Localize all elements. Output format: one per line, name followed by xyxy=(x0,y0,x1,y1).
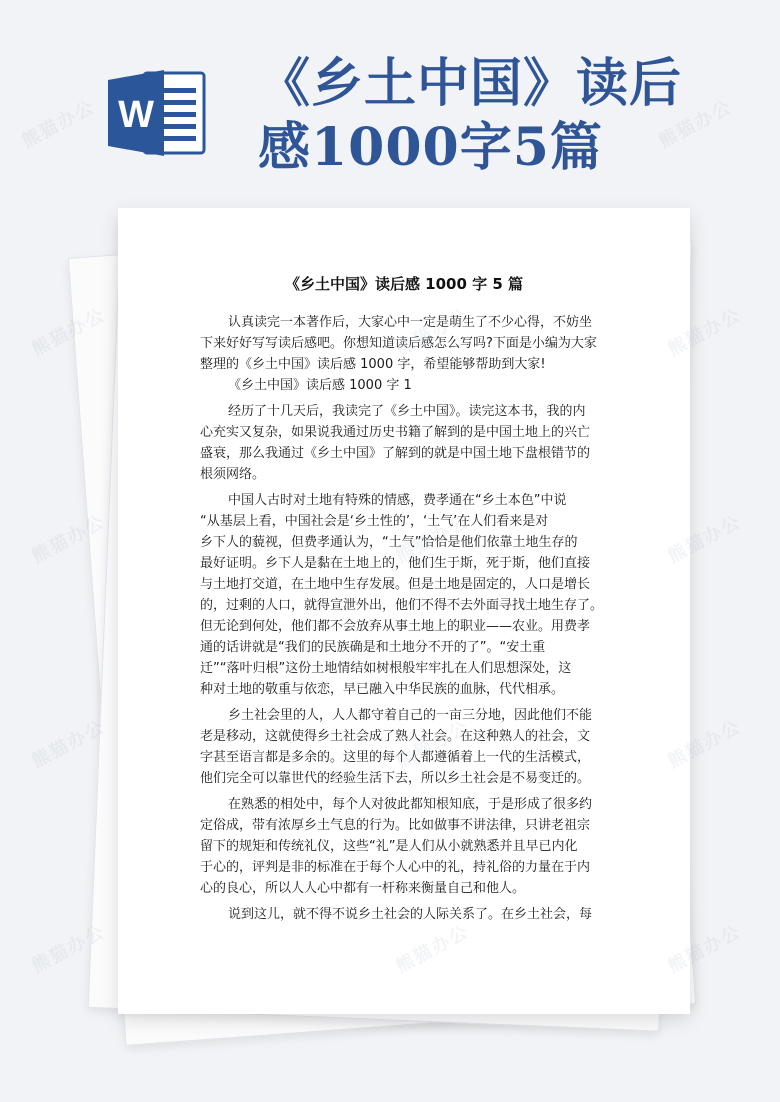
document-line: 整理的《乡土中国》读后感 1000 字，希望能够帮助到大家! xyxy=(200,357,546,372)
word-document-icon xyxy=(108,70,208,156)
watermark-text: 熊猫办公 xyxy=(664,921,745,978)
banner-title-line-1: 《乡土中国》读后 xyxy=(258,53,683,114)
document-line: 定俗成，带有浓厚乡土气息的行为。比如做事不讲法律，只讲老祖宗 xyxy=(200,818,591,833)
document-line: 乡下人的藐视，但费孝通认为，“土气”恰恰是他们依靠土地生存的 xyxy=(200,535,578,550)
document-line: “从基层上看，中国社会是‘乡土性的’，‘土气’在人们看来是对 xyxy=(200,514,549,529)
document-line: 下来好好写写读后感吧。你想知道读后感怎么写吗?下面是小编为大家 xyxy=(200,336,597,351)
banner-title-line-2: 感1000字5篇 xyxy=(258,117,603,178)
watermark-text: 熊猫办公 xyxy=(664,716,745,773)
watermark-text: 熊猫办公 xyxy=(28,716,109,773)
document-body xyxy=(200,312,606,925)
watermark-text: 熊猫办公 xyxy=(28,921,109,978)
banner-title xyxy=(258,52,718,180)
document-line: 心的良心，所以人人心中都有一杆称来衡量自己和他人。 xyxy=(200,881,526,896)
watermark-text: 熊猫办公 xyxy=(28,511,109,568)
watermark-text: 熊猫办公 xyxy=(664,304,745,361)
watermark-text: 熊猫办公 xyxy=(28,304,109,361)
document-line: 心充实又复杂，如果说我通过历史书籍了解到的是中国土地上的兴亡 xyxy=(200,425,591,440)
document-section-heading: 《乡土中国》读后感 1000 字 1 xyxy=(228,378,412,393)
document-line: 通的话讲就是“我们的民族确是和土地分不开的了”。“安土重 xyxy=(200,640,546,655)
document-line: 迁”“落叶归根”这份土地情结如树根般牢牢扎在人们思想深处，这 xyxy=(200,661,572,676)
word-logo-letter: W xyxy=(118,94,154,136)
document-line: 经历了十几天后，我读完了《乡土中国》。读完这本书，我的内 xyxy=(228,404,586,419)
document-line: 最好证明。乡下人是黏在土地上的，他们生于斯，死于斯，他们直接 xyxy=(200,556,591,571)
watermark-text: 熊猫办公 xyxy=(18,96,99,153)
document-line: 在熟悉的相处中，每个人对彼此都知根知底，于是形成了很多约 xyxy=(228,797,593,812)
document-line: 乡土社会里的人，人人都守着自己的一亩三分地，因此他们不能 xyxy=(228,708,593,723)
document-line: 他们完全可以靠世代的经验生活下去，所以乡土社会是不易变迁的。 xyxy=(200,771,591,786)
document-heading: 《乡土中国》读后感 1000 字 5 篇 xyxy=(284,275,524,293)
document-line: 但无论到何处，他们都不会放弃从事土地上的职业——农业。用费孝 xyxy=(200,619,591,634)
document-line: 留下的规矩和传统礼仪，这些“礼”是人们从小就熟悉并且早已内化 xyxy=(200,839,578,854)
document-line: 根须网络。 xyxy=(200,467,266,482)
watermark-text: 熊猫办公 xyxy=(664,511,745,568)
document-line: 老是移动，这就使得乡土社会成了熟人社会。在这种熟人的社会，文 xyxy=(200,729,591,744)
document-line: 说到这儿，就不得不说乡土社会的人际关系了。在乡土社会，每 xyxy=(228,907,593,922)
document-line: 种对土地的敬重与依恋，早已融入中华民族的血脉，代代相承。 xyxy=(200,682,565,697)
document-line: 的，过剩的人口，就得宣泄外出，他们不得不去外面寻找土地生存了。 xyxy=(200,598,604,613)
document-line: 中国人古时对土地有特殊的情感，费孝通在“乡土本色”中说 xyxy=(228,493,567,508)
document-page xyxy=(118,208,690,1014)
watermark-text: 熊猫办公 xyxy=(655,96,736,153)
document-line: 认真读完一本著作后，大家心中一定是萌生了不少心得，不妨坐 xyxy=(228,315,593,330)
document-line: 字甚至语言都是多余的。这里的每个人都遵循着上一代的生活模式， xyxy=(200,750,591,765)
document-line: 于心的，评判是非的标准在于每个人心中的礼，持礼俗的力量在于内 xyxy=(200,860,591,875)
document-line: 盛衰，那么我通过《乡土中国》了解到的就是中国土地下盘根错节的 xyxy=(200,446,591,461)
document-line: 与土地打交道，在土地中生存发展。但是土地是固定的，人口是增长 xyxy=(200,577,591,592)
